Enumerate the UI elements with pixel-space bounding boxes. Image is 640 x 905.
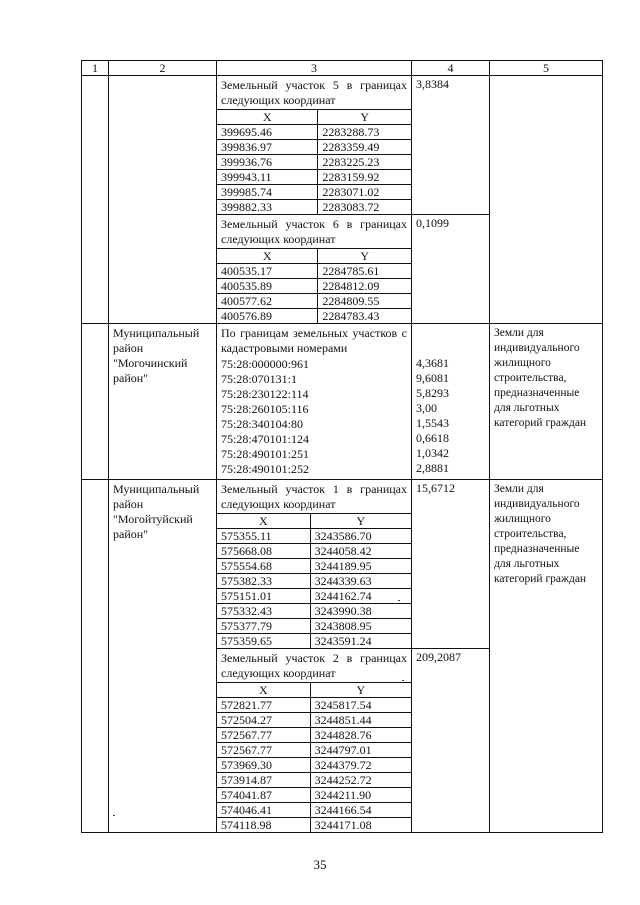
land-purpose: Земли для индивидуального жилищного строительства, предназначенные для льготных категорий граждан <box>494 327 587 429</box>
y-value: 3243591.24 <box>310 634 411 649</box>
y-value: 3244162.74 <box>310 589 411 604</box>
y-value: 3244171.08 <box>310 818 411 833</box>
x-value: 399936.76 <box>217 155 318 170</box>
y-value: 3243990.38 <box>310 604 411 619</box>
x-value: 575554.68 <box>217 559 310 574</box>
table-row <box>82 324 603 480</box>
x-value: 400535.17 <box>217 264 318 279</box>
x-value: 399836.97 <box>217 140 318 155</box>
coordinate-row <box>217 728 411 743</box>
column-number: 5 <box>490 61 603 76</box>
x-value: 573914.87 <box>217 773 310 788</box>
area-list <box>412 324 489 476</box>
column-number-row <box>82 61 603 76</box>
y-value: 3244797.01 <box>310 743 411 758</box>
x-value: 575382.33 <box>217 574 310 589</box>
y-value: 3244166.54 <box>310 803 411 818</box>
area-cell <box>412 215 490 324</box>
x-value: 573969.30 <box>217 758 310 773</box>
x-header: X <box>217 249 318 264</box>
coordinate-row <box>217 698 411 713</box>
coordinate-row <box>217 185 411 200</box>
row-number-cell <box>82 324 109 480</box>
y-value: 2283071.02 <box>318 185 411 200</box>
x-value: 575151.01 <box>217 589 310 604</box>
cadastral-number: 75:28:470101:124 <box>221 432 310 446</box>
x-value: 572567.77 <box>217 743 310 758</box>
coordinate-row <box>217 279 411 294</box>
plot-title: Земельный участок 2 в границах следующих координат <box>221 651 407 680</box>
purpose-cell <box>490 324 603 480</box>
municipality-cell <box>109 324 217 480</box>
plot-title: Земельный участок 1 в границах следующих координат <box>221 482 407 511</box>
coordinate-row <box>217 818 411 833</box>
area-value: 0,6618 <box>416 431 449 445</box>
y-value: 2284783.43 <box>318 309 411 324</box>
cadastral-number: 75:28:260105:116 <box>221 402 309 416</box>
y-value: 3243808.95 <box>310 619 411 634</box>
area-cell <box>412 324 490 480</box>
y-value: 2284812.09 <box>318 279 411 294</box>
y-header: Y <box>310 683 411 698</box>
cadastral-number: 75:28:340104:80 <box>221 417 304 431</box>
area-value: 3,00 <box>416 401 437 415</box>
scan-speck <box>398 600 400 601</box>
y-header: Y <box>318 249 411 264</box>
x-value: 574041.87 <box>217 788 310 803</box>
scan-speck <box>113 815 115 816</box>
x-value: 575332.43 <box>217 604 310 619</box>
coordinate-row <box>217 200 411 215</box>
column-number: 1 <box>82 61 109 76</box>
y-value: 3244379.72 <box>310 758 411 773</box>
coordinate-row <box>217 743 411 758</box>
area-cell <box>412 480 490 649</box>
area-value: 4,3681 <box>416 356 449 370</box>
coordinate-row <box>217 634 411 649</box>
y-value: 3244339.63 <box>310 574 411 589</box>
cadastral-number: 75:28:070131:1 <box>221 372 298 386</box>
coordinate-row <box>217 773 411 788</box>
plot-title: Земельный участок 5 в границах следующих координат <box>221 78 407 107</box>
area-value: 1,0342 <box>416 446 449 460</box>
x-value: 400576.89 <box>217 309 318 324</box>
coordinate-row <box>217 155 411 170</box>
y-value: 3245817.54 <box>310 698 411 713</box>
x-header: X <box>217 514 310 529</box>
x-value: 572504.27 <box>217 713 310 728</box>
area-value: 2,8881 <box>416 461 449 475</box>
x-value: 575355.11 <box>217 529 310 544</box>
table-row <box>82 76 603 215</box>
y-value: 3244252.72 <box>310 773 411 788</box>
area-cell <box>412 76 490 215</box>
x-value: 574046.41 <box>217 803 310 818</box>
table-row <box>82 480 603 649</box>
x-header: X <box>217 110 318 125</box>
coordinate-row <box>217 803 411 818</box>
area-value: 1,5543 <box>416 416 449 430</box>
area-value: 5,8293 <box>416 386 449 400</box>
y-header: Y <box>310 514 411 529</box>
row-number-cell <box>82 480 109 833</box>
coordinate-table <box>217 109 411 214</box>
x-value: 572567.77 <box>217 728 310 743</box>
area-value: 209,2087 <box>416 650 461 664</box>
coordinate-row <box>217 758 411 773</box>
plot-description-cell <box>217 649 412 833</box>
scan-speck <box>402 680 404 681</box>
plot-description-cell <box>217 324 412 480</box>
y-value: 3244828.76 <box>310 728 411 743</box>
x-value: 575359.65 <box>217 634 310 649</box>
cadastral-number: 75:28:490101:251 <box>221 447 310 461</box>
cadastral-number: 75:28:000000:961 <box>221 357 310 371</box>
municipality-cell <box>109 76 217 324</box>
coordinate-row <box>217 589 411 604</box>
x-value: 399985.74 <box>217 185 318 200</box>
row-number-cell <box>82 76 109 324</box>
coordinate-row <box>217 788 411 803</box>
coordinate-table <box>217 248 411 323</box>
column-number: 2 <box>109 61 217 76</box>
y-value: 3244189.95 <box>310 559 411 574</box>
cadastral-description: По границам земельных участков с кадастровыми номерами <box>221 326 407 355</box>
plot-title: Земельный участок 6 в границах следующих координат <box>221 217 407 246</box>
purpose-cell <box>490 480 603 833</box>
municipality-cell <box>109 480 217 833</box>
x-value: 574118.98 <box>217 818 310 833</box>
y-value: 3244851.44 <box>310 713 411 728</box>
y-value: 2283083.72 <box>318 200 411 215</box>
coordinate-row <box>217 309 411 324</box>
x-value: 575668.08 <box>217 544 310 559</box>
x-value: 572821.77 <box>217 698 310 713</box>
coordinate-row <box>217 559 411 574</box>
x-value: 399882.33 <box>217 200 318 215</box>
plot-description-cell <box>217 215 412 324</box>
coordinate-row <box>217 294 411 309</box>
area-value: 15,6712 <box>416 481 455 495</box>
x-value: 575377.79 <box>217 619 310 634</box>
column-number: 3 <box>217 61 412 76</box>
y-value: 2284809.55 <box>318 294 411 309</box>
municipality-name: Муниципальный район "Могойтуйский район" <box>113 482 200 541</box>
y-value: 2283359.49 <box>318 140 411 155</box>
coordinate-row <box>217 264 411 279</box>
y-header: Y <box>318 110 411 125</box>
municipality-name: Муниципальный район "Могочинский район" <box>113 326 200 385</box>
plot-description-cell <box>217 76 412 215</box>
land-plots-table <box>81 60 603 833</box>
coordinate-row <box>217 544 411 559</box>
cadastral-number-list <box>217 357 411 477</box>
coordinate-table <box>217 513 411 648</box>
coordinate-row <box>217 619 411 634</box>
x-value: 400535.89 <box>217 279 318 294</box>
purpose-cell <box>490 76 603 324</box>
area-value: 0,1099 <box>416 216 449 230</box>
area-value: 3,8384 <box>416 77 449 91</box>
x-value: 400577.62 <box>217 294 318 309</box>
coordinate-row <box>217 574 411 589</box>
coordinate-row <box>217 529 411 544</box>
area-value: 9,6081 <box>416 371 449 385</box>
y-value: 3244058.42 <box>310 544 411 559</box>
coordinate-table <box>217 682 411 832</box>
coordinate-row <box>217 140 411 155</box>
coordinate-row <box>217 713 411 728</box>
y-value: 3244211.90 <box>310 788 411 803</box>
y-value: 2284785.61 <box>318 264 411 279</box>
x-value: 399943.11 <box>217 170 318 185</box>
coordinate-row <box>217 604 411 619</box>
y-value: 2283159.92 <box>318 170 411 185</box>
land-purpose: Земли для индивидуального жилищного строительства, предназначенные для льготных категорий граждан <box>494 483 587 585</box>
column-number: 4 <box>412 61 490 76</box>
area-cell <box>412 649 490 833</box>
x-header: X <box>217 683 310 698</box>
y-value: 3243586.70 <box>310 529 411 544</box>
y-value: 2283225.23 <box>318 155 411 170</box>
y-value: 2283288.73 <box>318 125 411 140</box>
page-number: 35 <box>313 857 327 872</box>
coordinate-row <box>217 125 411 140</box>
coordinate-row <box>217 170 411 185</box>
x-value: 399695.46 <box>217 125 318 140</box>
plot-description-cell <box>217 480 412 649</box>
cadastral-number: 75:28:230122:114 <box>221 387 309 401</box>
cadastral-number: 75:28:490101:252 <box>221 462 310 476</box>
